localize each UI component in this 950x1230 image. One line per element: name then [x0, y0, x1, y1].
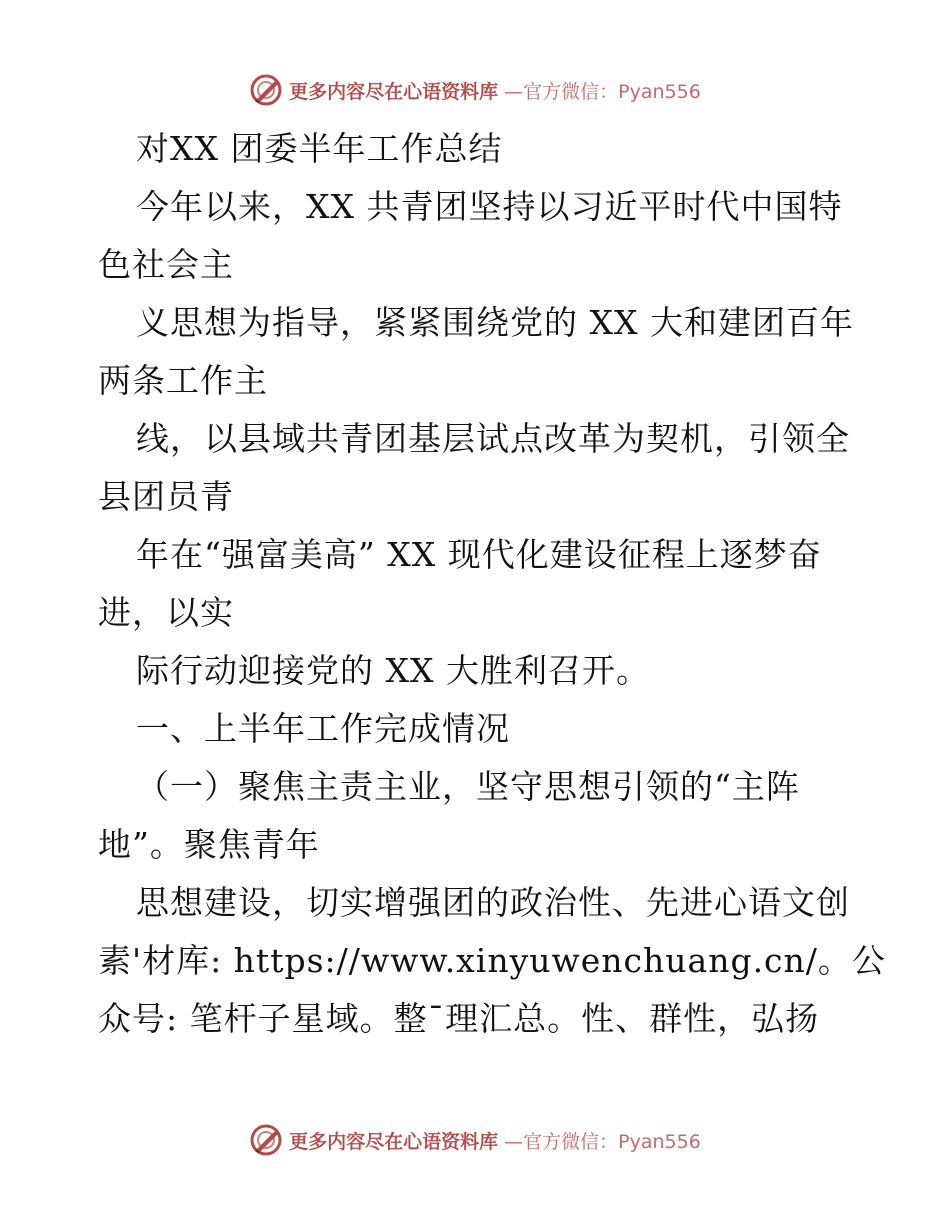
text-line: 线，以县域共青团基层试点改革为契机，引领全	[136, 419, 850, 458]
text-line: 县团员青	[98, 477, 234, 516]
watermark-banner-bottom	[0, 1120, 950, 1160]
text-line: 进，以实	[98, 593, 234, 632]
watermark-banner-top	[0, 70, 950, 110]
text-line: 今年以来，XX 共青团坚持以习近平时代中国特	[136, 187, 843, 226]
text-line: 众号: 笔杆子星域。整¯理汇总。性、群性，弘扬	[98, 999, 820, 1038]
watermark-main-text: 更多内容尽在心语资料库	[289, 1130, 499, 1153]
subsection-heading: （一）聚焦主责主业，坚守思想引领的“主阵	[136, 767, 800, 806]
watermark-wechat-text: —官方微信：Pyan556	[504, 1130, 701, 1153]
text-line: 年在“强富美高” XX 现代化建设征程上逐梦奋	[136, 535, 822, 574]
text-line: 色社会主	[98, 245, 234, 284]
document-body	[98, 120, 886, 1048]
watermark-main-text: 更多内容尽在心语资料库	[289, 80, 499, 103]
section-heading: 一、上半年工作完成情况	[136, 709, 510, 748]
text-line: 际行动迎接党的 XX 大胜利召开。	[136, 651, 650, 690]
text-line: 义思想为指导，紧紧围绕党的 XX 大和建团百年	[136, 303, 854, 342]
text-line: 两条工作主	[98, 361, 268, 400]
document-title: 对XX 团委半年工作总结	[136, 129, 503, 168]
text-line: 素'材库: https://www.xinyuwenchuang.cn/。公	[98, 941, 886, 980]
watermark-wechat-text: —官方微信：Pyan556	[504, 80, 701, 103]
text-line: 地”。聚焦青年	[98, 825, 320, 864]
text-line: 思想建设，切实增强团的政治性、先进心语文创	[136, 883, 850, 922]
pen-logo-icon	[249, 1123, 283, 1157]
pen-logo-icon	[249, 73, 283, 107]
